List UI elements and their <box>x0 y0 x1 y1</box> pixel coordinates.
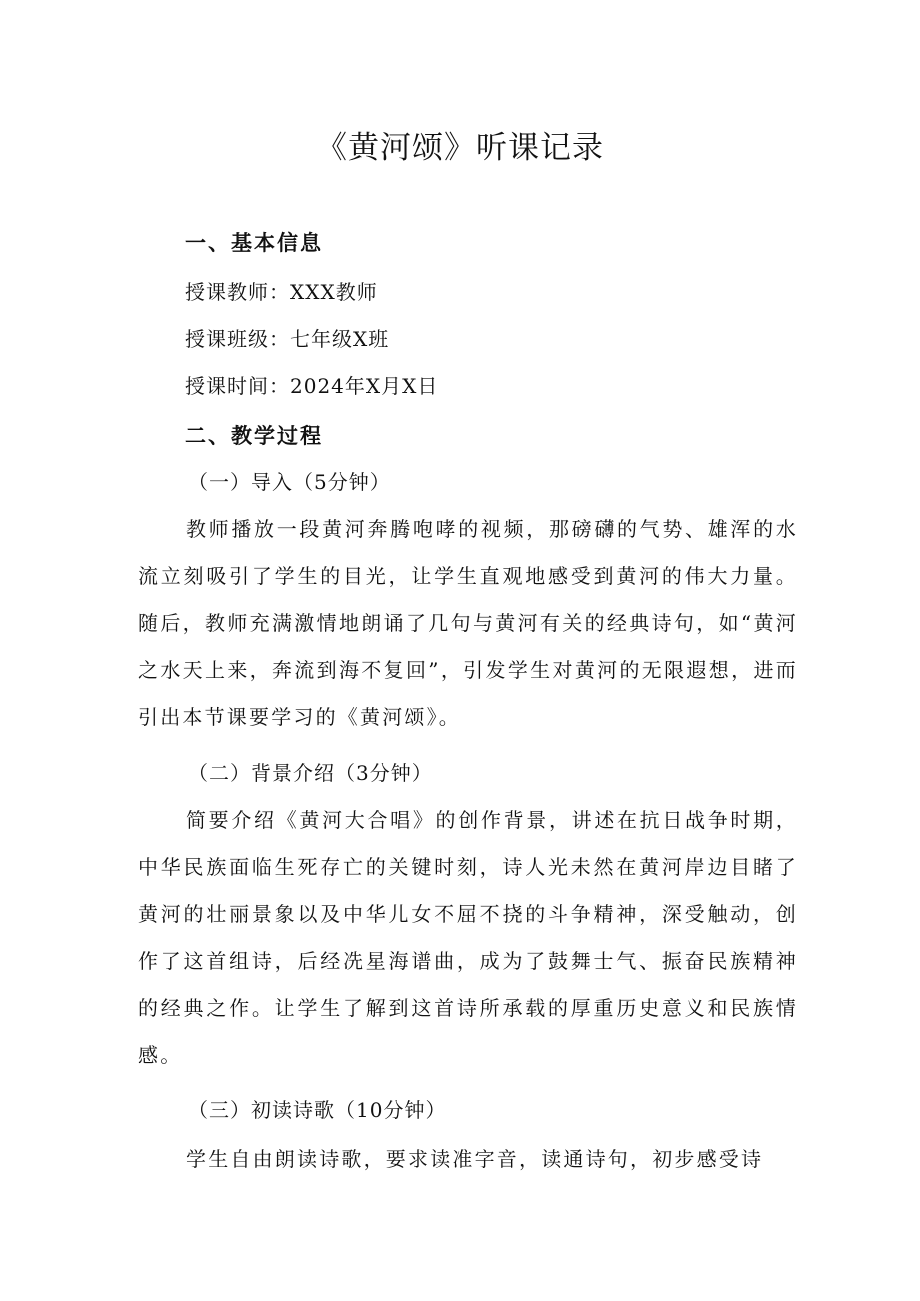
document-title: 《黄河颂》听课记录 <box>316 130 604 166</box>
subsection-heading-intro: （一）导入（5分钟） <box>188 470 391 494</box>
teacher-line: 授课教师：XXX教师 <box>185 280 378 304</box>
paragraph-first-reading: 学生自由朗读诗歌，要求读准字音，读通诗句，初步感受诗 <box>186 1147 764 1171</box>
subsection-heading-background: （二）背景介绍（3分钟） <box>188 761 433 785</box>
paragraph-background: 简要介绍《黄河大合唱》的创作背景，讲述在抗日战争时期，中华民族面临生死存亡的关键时刻，诗人光未然在黄河岸边目睹了黄河的壮丽景象以及中华儿女不屈不挠的斗争精神，深受触动，创作了这首组诗，后经冼星海谱曲，成为了鼓舞士气、振奋民族精神的经典之作。让学生了解到这首诗所承载的厚重历史意义和民族情感。 <box>138 808 798 1067</box>
section-heading-teaching-process: 二、教学过程 <box>185 424 323 448</box>
subsection-heading-first-reading: （三）初读诗歌（10分钟） <box>188 1098 447 1122</box>
time-line: 授课时间：2024年X月X日 <box>185 374 439 398</box>
section-heading-basic-info: 一、基本信息 <box>185 231 323 255</box>
paragraph-intro: 教师播放一段黄河奔腾咆哮的视频，那磅礴的气势、雄浑的水流立刻吸引了学生的目光，让学生直观地感受到黄河的伟大力量。随后，教师充满激情地朗诵了几句与黄河有关的经典诗句，如“黄河之水天上来，奔流到海不复回”，引发学生对黄河的无限遐想，进而引出本节课要学习的《黄河颂》。 <box>138 517 798 729</box>
class-line: 授课班级：七年级X班 <box>185 327 390 351</box>
